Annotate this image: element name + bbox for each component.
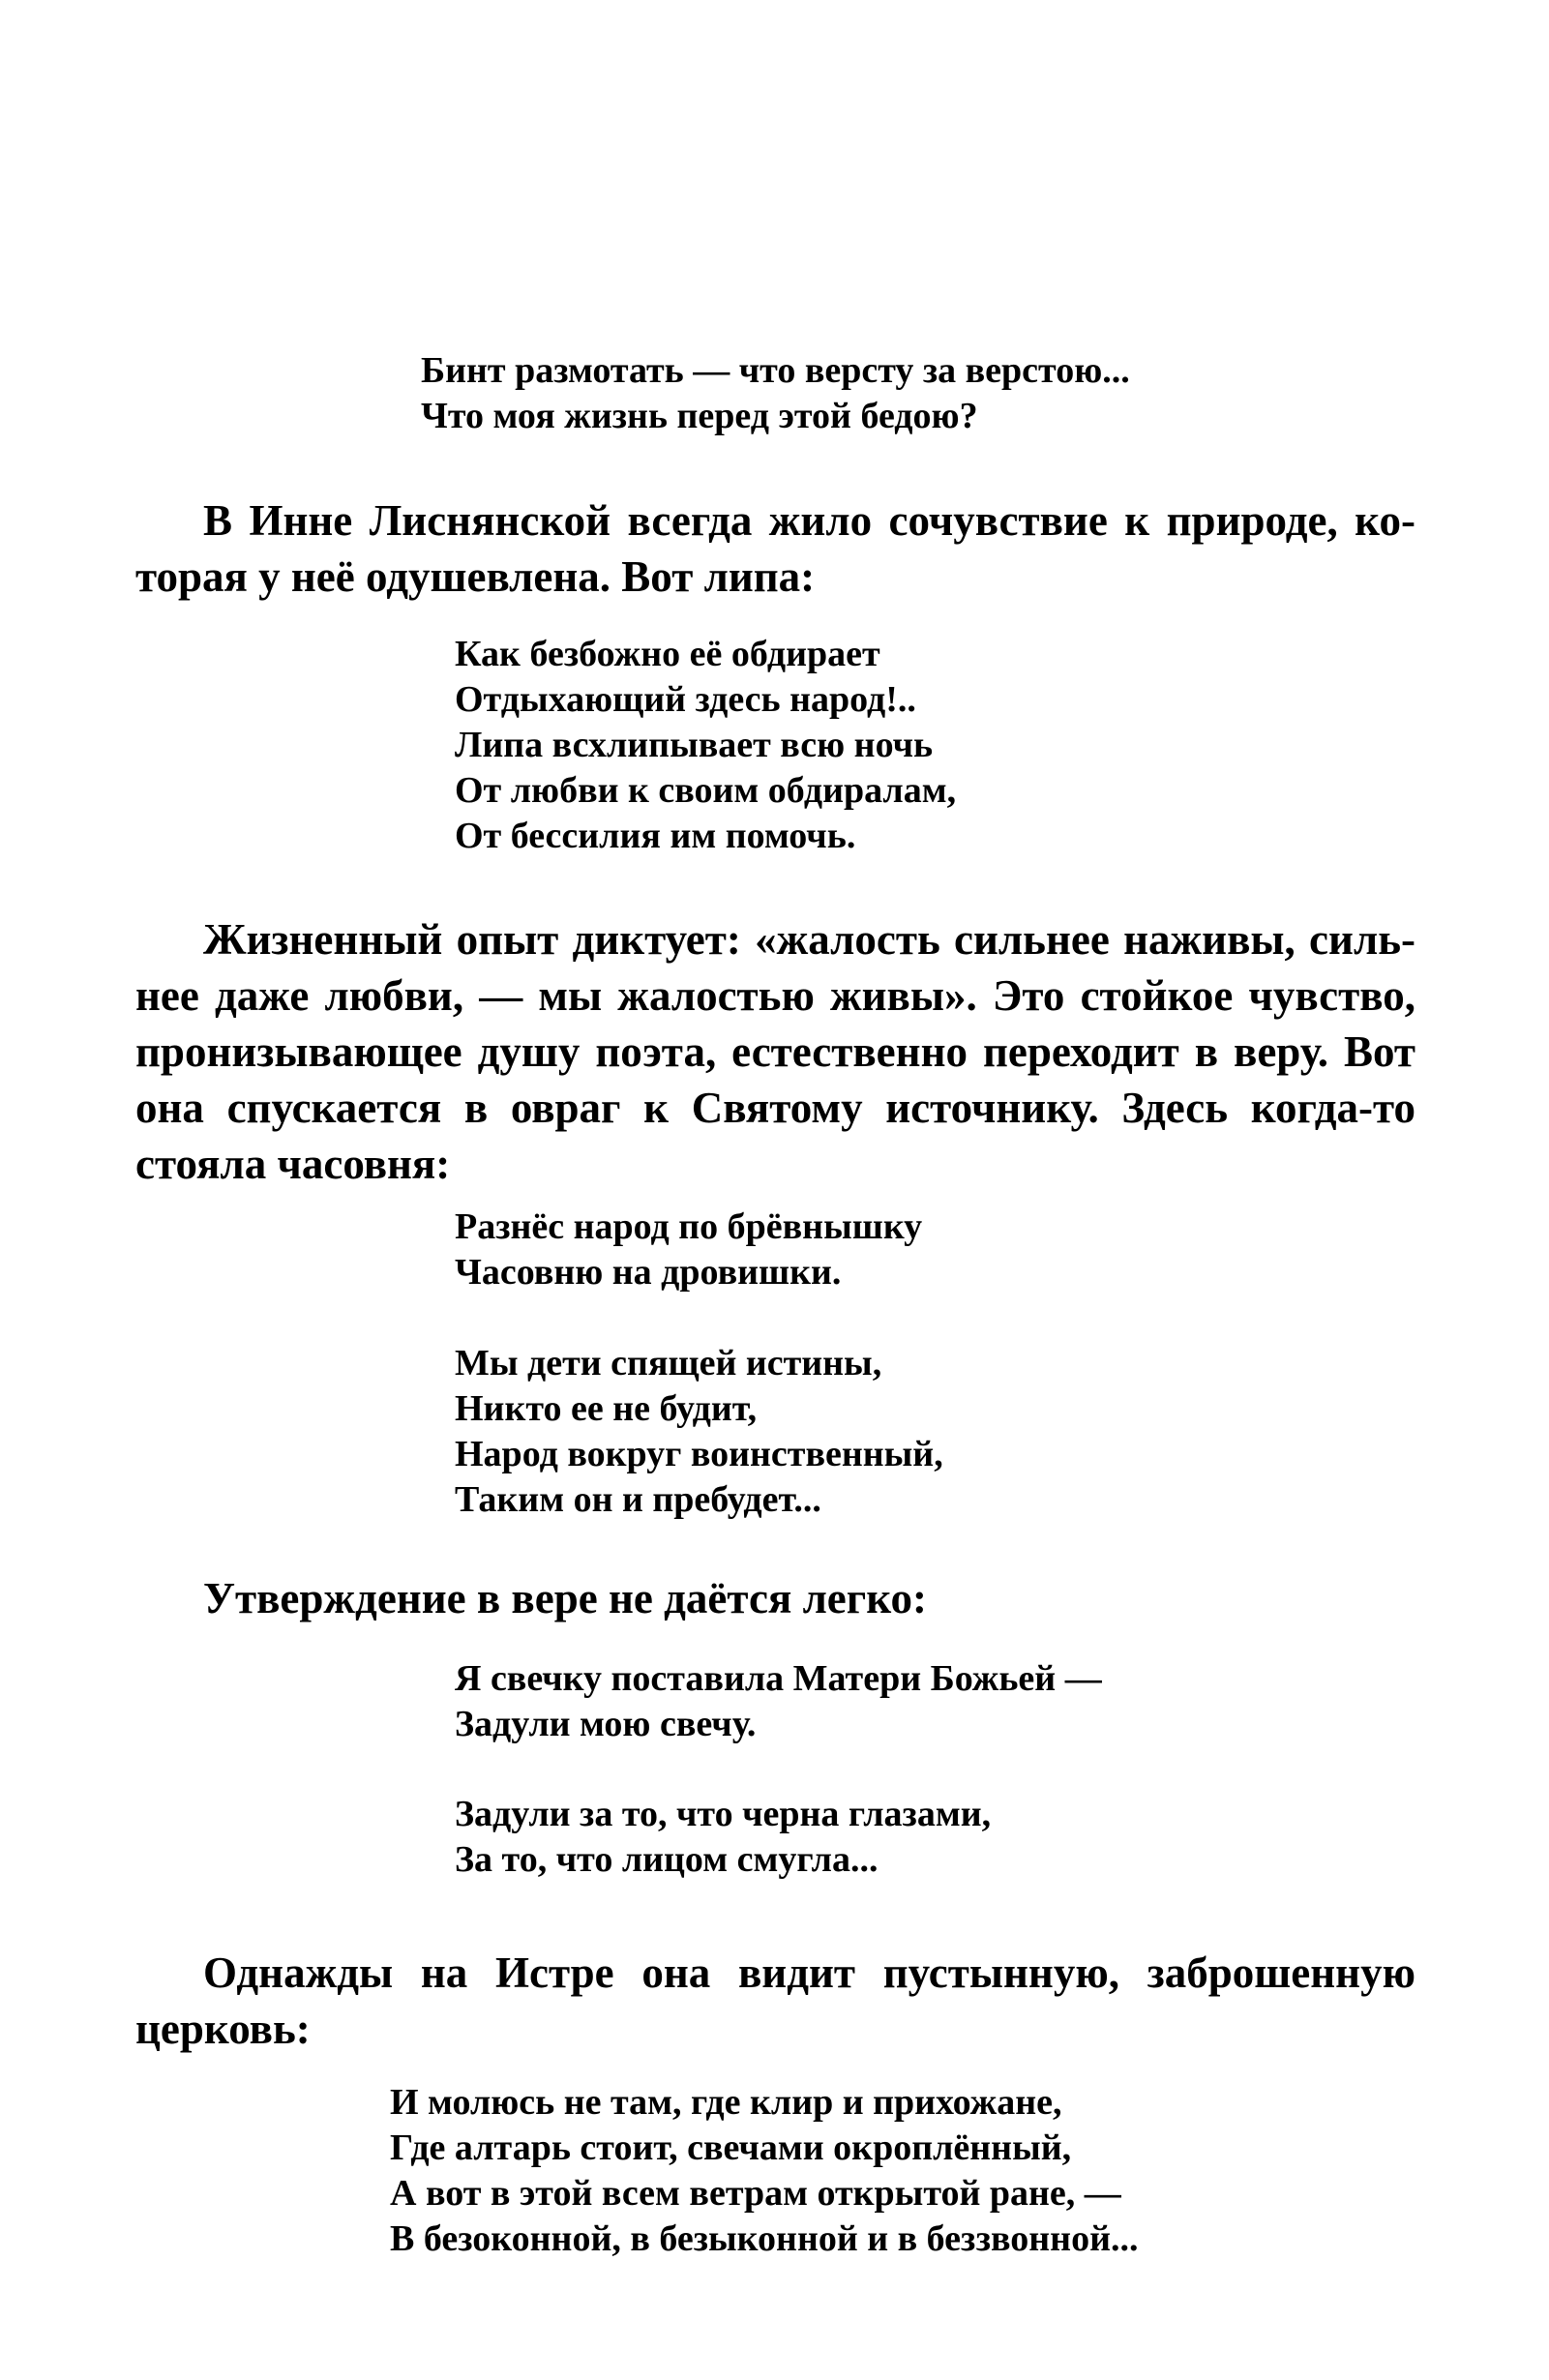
verse-line: За то, что лицом смугла... [455, 1839, 879, 1880]
verse-line: Бинт размотать — что версту за верстою... [421, 350, 1130, 391]
verse-line: Отдыхающий здесь народ!.. [455, 679, 916, 720]
paragraph-line: Жизненный опыт диктует: «жалость сильнее наживы, силь- [203, 915, 1415, 964]
verse-line: Часовню на дровишки. [455, 1252, 842, 1293]
verse-line: И молюсь не там, где клир и прихожане, [390, 2082, 1062, 2123]
verse-chapel [455, 1205, 922, 1295]
paragraph-line: церковь: [135, 2005, 311, 2053]
verse-line: Народ вокруг воинственный, [455, 1434, 943, 1474]
paragraph-nature [135, 492, 1415, 605]
verse-line: В безоконной, в безыконной и в беззвонной... [390, 2218, 1139, 2259]
paragraph-line: нее даже любви, — мы жалостью живы». Это стойкое чувство, [135, 971, 1415, 1020]
paragraph-line: торая у неё одушевлена. Вот липа: [135, 552, 816, 601]
verse-linden [455, 632, 956, 859]
verse-line: Я свечку поставила Матери Божьей — [455, 1658, 1102, 1699]
paragraph-line: пронизывающее душу поэта, естественно переходит в веру. Вот [135, 1027, 1415, 1076]
verse-prayer [390, 2080, 1138, 2262]
verse-bandage [421, 348, 1130, 439]
paragraph-line: Утверждение в вере не даётся легко: [203, 1574, 928, 1622]
verse-line: Липа всхлипывает всю ночь [455, 725, 934, 765]
paragraph-pity [135, 911, 1415, 1192]
paragraph-church [135, 1945, 1415, 2057]
paragraph-line: В Инне Лиснянской всегда жило сочувствие к природе, ко- [203, 496, 1415, 545]
verse-line: Мы дети спящей истины, [455, 1343, 882, 1383]
verse-line: Задули за то, что черна глазами, [455, 1794, 992, 1834]
verse-line: А вот в этой всем ветрам открытой ране, — [390, 2173, 1121, 2214]
verse-blown-out [455, 1792, 991, 1883]
paragraph-line: она спускается в овраг к Святому источнику. Здесь когда-то [135, 1084, 1415, 1132]
verse-line: От бессилия им помочь. [455, 816, 856, 856]
verse-line: Что моя жизнь перед этой бедою? [421, 396, 978, 436]
verse-line: Задули мою свечу. [455, 1704, 757, 1744]
verse-line: Как безбожно её обдирает [455, 634, 880, 674]
verse-line: Таким он и пребудет... [455, 1479, 821, 1520]
verse-candle [455, 1656, 1102, 1747]
verse-line: Разнёс народ по брёвнышку [455, 1206, 923, 1247]
paragraph-line: стояла часовня: [135, 1140, 451, 1188]
paragraph-line: Однажды на Истре она видит пустынную, заброшенную [203, 1949, 1415, 1997]
verse-line: Где алтарь стоит, свечами окроплённый, [390, 2127, 1072, 2168]
verse-line: Никто ее не будит, [455, 1388, 758, 1429]
paragraph-faith [135, 1570, 1415, 1626]
verse-line: От любви к своим обдиралам, [455, 770, 957, 811]
verse-truth [455, 1341, 943, 1523]
